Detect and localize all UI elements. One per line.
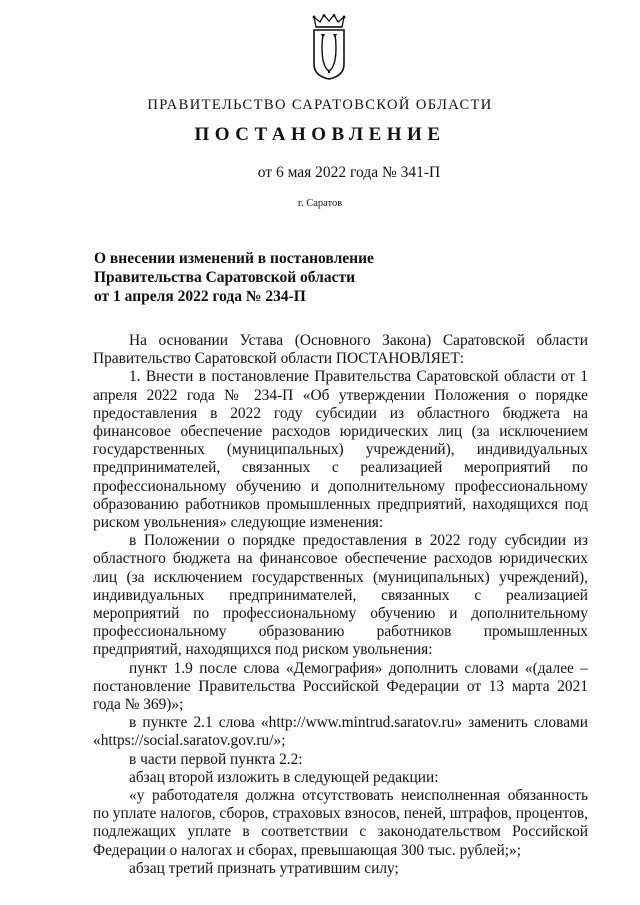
subject-line: от 1 апреля 2022 года № 234-П — [94, 288, 306, 305]
coat-of-arms-icon — [311, 14, 347, 80]
subject-line: Правительства Саратовской области — [94, 269, 355, 286]
subject-line: О внесении изменений в постановление — [94, 250, 374, 267]
body-paragraph: абзац третий признать утратившим силу; — [129, 859, 399, 877]
document-body — [93, 332, 588, 878]
government-name: ПРАВИТЕЛЬСТВО САРАТОВСКОЙ ОБЛАСТИ — [147, 97, 493, 113]
body-paragraph: «у работодателя должна отсутствовать неисполненная обязанность по уплате налогов, сборов, страховых взносов, пеней, штрафов, процентов, подлежащих уплате в соответствии с законодательством Российской Федерации о налогах и сборах, превышающая 300 тыс. рублей;»; — [93, 787, 588, 859]
body-paragraph: 1. Внести в постановление Правительства Саратовской области от 1 апреля 2022 года № 234-П «Об утверждении Положения о порядке предоставления в 2022 году субсидии из областного бюджета на финансовое обеспечение расходов юридических лиц (за исключением государственных (муниципальных) учреждений), индивидуальных предпринимателей, связанных с реализацией мероприятий по профессиональному обучению и дополнительному профессиональному образованию работников промышленных предприятий, находящихся под риском увольнения» следующие изменения: — [93, 368, 588, 532]
body-paragraph: абзац второй изложить в следующей редакции: — [129, 768, 439, 786]
document-subject — [94, 249, 374, 306]
document-date-number: от 6 мая 2022 года № 341-П — [257, 164, 441, 181]
body-paragraph: На основании Устава (Основного Закона) Саратовской области Правительство Саратовской области ПОСТАНОВЛЯЕТ: — [93, 332, 588, 368]
body-paragraph: в части первой пункта 2.2: — [129, 750, 303, 768]
body-paragraph: пункт 1.9 после слова «Демография» дополнить словами «(далее – постановление Правительства Российской Федерации от 13 марта 2021 года № 369)»; — [93, 659, 588, 714]
body-paragraph: в пункте 2.1 слова «http://www.mintrud.saratov.ru» заменить словами «https://social.saratov.gov.ru/»; — [93, 714, 588, 750]
document-city: г. Саратов — [297, 198, 343, 209]
document-type-title: ПОСТАНОВЛЕНИЕ — [194, 124, 446, 145]
body-paragraph: в Положении о порядке предоставления в 2022 году субсидии из областного бюджета на финансовое обеспечение расходов юридических лиц (за исключением государственных (муниципальных) учреждений), индивидуальных предпринимателей, связанных с реализацией мероприятий по профессиональному обучению и дополнительному профессиональному образованию работников промышленных предприятий, находящихся под риском увольнения: — [93, 532, 588, 659]
